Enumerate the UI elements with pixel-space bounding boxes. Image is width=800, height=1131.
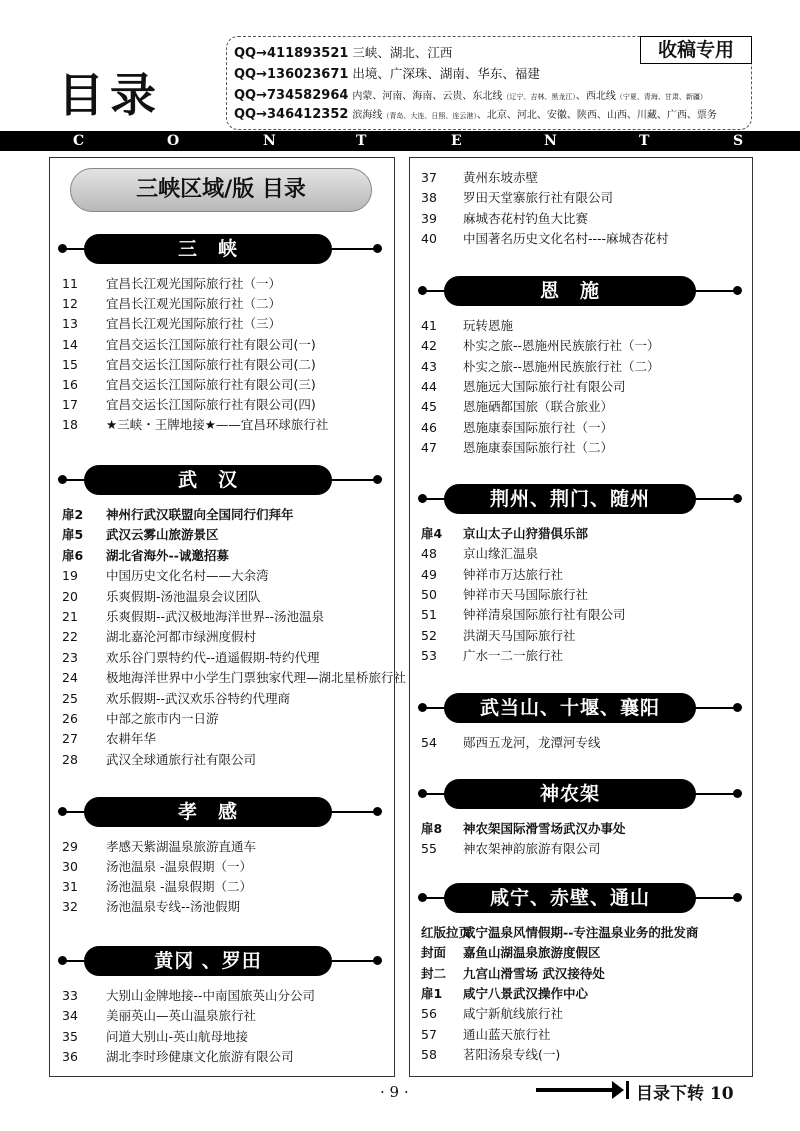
toc-entry-title: 广水一二一旅行社 — [463, 647, 564, 663]
toc-entry-page: 37 — [421, 170, 437, 185]
toc-entry-page: 11 — [62, 276, 78, 291]
qq-regions: 、西北线 — [575, 91, 616, 102]
toc-entry-title: ★三峡・王牌地接★——宜昌环球旅行社 — [106, 417, 329, 433]
section-header-sanxia — [58, 234, 382, 264]
toc-entry-page: 52 — [421, 627, 437, 643]
toc-entry-title: 问道大别山-英山航母地接 — [106, 1028, 249, 1044]
toc-entry-title: 恩施康泰国际旅行社（一） — [463, 419, 614, 435]
toc-entry-title: 麻城杏花村钓鱼大比赛 — [463, 210, 589, 226]
toc-entry-page: 扉2 — [62, 507, 84, 522]
toc-entry-title: 宜昌长江观光国际旅行社（二） — [106, 296, 282, 312]
next-page-link[interactable]: 目录下转 10 — [636, 1084, 734, 1104]
toc-entry-page: 38 — [421, 190, 437, 206]
toc-entry-page: 36 — [62, 1048, 78, 1064]
toc-entry-title: 汤池温泉专线--汤池假期 — [106, 899, 241, 914]
toc-entry-title: 咸宁新航线旅行社 — [463, 1006, 564, 1022]
toc-entry-page: 扉1 — [421, 985, 443, 1001]
section-title: 荆州、荆门、随州 — [444, 484, 696, 514]
qq-note: （青岛、大连、日照、连云港） — [382, 112, 477, 120]
toc-entry-title: 朴实之旅--恩施州民族旅行社（一） — [463, 338, 660, 354]
qq-number[interactable]: QQ→411893521 — [234, 46, 349, 61]
contents-letter: N — [263, 133, 276, 149]
toc-entry-page: 14 — [62, 336, 78, 352]
toc-entry-title: 农耕年华 — [106, 731, 157, 747]
toc-entry-page: 扉4 — [421, 526, 443, 541]
toc-entry-page: 40 — [421, 230, 437, 246]
toc-entry-title: 玩转恩施 — [463, 318, 514, 333]
toc-entry-page: 25 — [62, 690, 78, 706]
section-header-shennongjia — [418, 779, 742, 809]
toc-entry-page: 扉8 — [421, 821, 443, 836]
toc-entry-page: 30 — [62, 859, 78, 874]
section-title: 孝 感 — [84, 797, 332, 827]
toc-entry-title: 欢乐假期--武汉欢乐谷特约代理商 — [106, 690, 291, 706]
toc-entry-page: 扉6 — [62, 547, 84, 563]
section-header-wuhan — [58, 465, 382, 495]
toc-entry-title: 武汉云雾山旅游景区 — [106, 527, 219, 543]
toc-entry-page: 50 — [421, 586, 437, 602]
toc-entry-title: 咸宁温泉风情假期--专注温泉业务的批发商 — [463, 925, 699, 940]
toc-entry-title: 钟祥市天马国际旅行社 — [463, 586, 589, 602]
qq-line — [234, 65, 540, 84]
toc-entry-page: 扉5 — [62, 527, 84, 543]
qq-regions: 滨海线 — [352, 110, 383, 121]
toc-entry-page: 21 — [62, 609, 78, 624]
qq-regions: 三峡、湖北、江西 — [352, 45, 453, 60]
toc-entry-page: 13 — [62, 316, 78, 332]
qq-regions: 、北京、河北、安徽、陕西、山西、川藏、广西、票务 — [476, 110, 717, 121]
toc-entry-page: 41 — [421, 318, 437, 333]
arrow-bar — [626, 1081, 629, 1099]
contents-letter: T — [356, 133, 367, 149]
toc-entry-title: 黄州东坡赤壁 — [463, 170, 539, 185]
toc-entry-title: 极地海洋世界中小学生门票独家代理—湖北星桥旅行社 — [106, 670, 407, 686]
toc-entry-title: 钟祥市万达旅行社 — [463, 566, 564, 582]
section-title: 武 汉 — [84, 465, 332, 495]
section-title: 黄冈 、罗田 — [84, 946, 332, 976]
toc-entry-title: 神农架神韵旅游有限公司 — [463, 841, 601, 857]
toc-entry-title: 京山太子山狩猎俱乐部 — [463, 526, 589, 541]
toc-entry-page: 28 — [62, 751, 78, 767]
toc-entry-page: 47 — [421, 439, 437, 455]
section-title: 恩 施 — [444, 276, 696, 306]
toc-entry-page: 16 — [62, 377, 78, 392]
contents-letter: S — [733, 133, 744, 149]
toc-entry-page: 44 — [421, 378, 437, 394]
toc-entry-page: 封面 — [421, 945, 447, 961]
toc-entry-page: 封二 — [421, 965, 447, 981]
contents-letter: O — [167, 133, 180, 149]
contents-letter: E — [451, 133, 462, 149]
toc-entry-title: 乐爽假期-汤池温泉会议团队 — [106, 588, 261, 604]
toc-entry-title: 湖北嘉沦河都市绿洲度假村 — [106, 629, 257, 645]
toc-entry-title: 恩施远大国际旅行社有限公司 — [463, 378, 626, 394]
toc-entry-page: 27 — [62, 731, 78, 747]
page-number: · 9 · — [380, 1083, 409, 1101]
toc-entry-title: 乐爽假期--武汉极地海洋世界--汤池温泉 — [106, 609, 325, 624]
toc-entry-title: 钟祥清泉国际旅行社有限公司 — [463, 607, 626, 623]
toc-entry-page: 51 — [421, 607, 437, 623]
toc-entry-title: 京山缘汇温泉 — [463, 546, 539, 562]
toc-entry-page: 22 — [62, 629, 78, 645]
toc-entry-title: 宜昌交运长江国际旅行社有限公司(二) — [106, 356, 316, 372]
toc-entry-title: 通山蓝天旅行社 — [463, 1026, 551, 1042]
section-title: 神农架 — [444, 779, 696, 809]
toc-entry-title: 宜昌长江观光国际旅行社（一） — [106, 276, 282, 291]
toc-entry-title: 朴实之旅--恩施州民族旅行社（二） — [463, 358, 660, 374]
toc-entry-page: 29 — [62, 839, 78, 854]
toc-entry-page: 45 — [421, 399, 437, 415]
toc-entry-page: 58 — [421, 1046, 437, 1062]
toc-entry-title: 神农架国际滑雪场武汉办事处 — [463, 821, 626, 836]
toc-entry-page: 35 — [62, 1028, 78, 1044]
toc-entry-title: 恩施康泰国际旅行社（二） — [463, 439, 614, 455]
toc-entry-title: 湖北李时珍健康文化旅游有限公司 — [106, 1048, 294, 1064]
section-header-jingzhou — [418, 484, 742, 514]
toc-entry-title: 欢乐谷门票特约代--逍遥假期-特约代理 — [106, 649, 320, 665]
toc-entry-page: 48 — [421, 546, 437, 562]
toc-entry-page: 20 — [62, 588, 78, 604]
toc-entry-page: 43 — [421, 358, 437, 374]
toc-entry-title: 恩施硒都国旅（联合旅业） — [463, 399, 614, 415]
toc-entry-page: 26 — [62, 711, 78, 726]
qq-line — [234, 44, 452, 63]
qq-regions: 出境、广深珠、湖南、华东、福建 — [352, 66, 540, 81]
toc-entry-page: 54 — [421, 735, 437, 750]
section-header-huanggang — [58, 946, 382, 976]
toc-entry-page: 31 — [62, 879, 78, 894]
section-header-enshi — [418, 276, 742, 306]
section-title: 咸宁、赤壁、通山 — [444, 883, 696, 913]
section-header-xianning — [418, 883, 742, 913]
toc-entry-title: 大别山金牌地接--中南国旅英山分公司 — [106, 988, 316, 1003]
toc-entry-title: 洪湖天马国际旅行社 — [463, 627, 576, 643]
contents-label — [0, 131, 800, 151]
contents-letter: N — [544, 133, 557, 149]
toc-entry-title: 茗阳汤泉专线(一) — [463, 1046, 561, 1062]
toc-entry-title: 中国历史文化名村——大余湾 — [106, 568, 269, 584]
qq-note: （辽宁、吉林、黑龙江） — [502, 93, 576, 101]
contents-letter: C — [73, 133, 85, 149]
toc-entry-title: 咸宁八景武汉操作中心 — [463, 985, 589, 1001]
section-title: 武当山、十堰、襄阳 — [444, 693, 696, 723]
section-header-xiaogan — [58, 797, 382, 827]
qq-line — [234, 105, 717, 125]
toc-entry-title: 武汉全球通旅行社有限公司 — [106, 751, 257, 767]
toc-entry-title: 神州行武汉联盟向全国同行们拜年 — [106, 507, 294, 522]
toc-entry-page: 42 — [421, 338, 437, 354]
toc-entry-title: 湖北省海外--诚邀招募 — [106, 547, 229, 563]
toc-entry-title: 中国著名历史文化名村----麻城杏花村 — [463, 230, 669, 246]
section-header-wudang — [418, 693, 742, 723]
toc-entry-title: 美丽英山—英山温泉旅行社 — [106, 1008, 257, 1024]
qq-note: （宁夏、青海、甘肃、新疆） — [615, 93, 707, 101]
submission-stamp: 收稿专用 — [640, 36, 752, 64]
qq-number[interactable]: QQ→136023671 — [234, 67, 349, 82]
toc-entry-page: 12 — [62, 296, 78, 312]
toc-entry-page: 23 — [62, 649, 78, 665]
toc-entry-title: 宜昌交运长江国际旅行社有限公司(一) — [106, 336, 316, 352]
toc-entry-title: 宜昌交运长江国际旅行社有限公司(四) — [106, 397, 316, 413]
toc-entry-title: 郧西五龙河，龙潭河专线 — [463, 735, 601, 750]
toc-entry-page: 24 — [62, 670, 78, 686]
toc-entry-page: 55 — [421, 841, 437, 857]
toc-entry-page: 17 — [62, 397, 78, 413]
toc-entry-page: 33 — [62, 988, 78, 1003]
toc-entry-page: 34 — [62, 1008, 78, 1024]
toc-entry-title: 九宫山滑雪场 武汉接待处 — [463, 965, 605, 981]
contents-letter: T — [639, 133, 650, 149]
toc-entry-page: 49 — [421, 566, 437, 582]
toc-entry-title: 嘉鱼山湖温泉旅游度假区 — [463, 945, 601, 961]
toc-entry-title: 中部之旅市内一日游 — [106, 711, 219, 726]
toc-entry-page: 32 — [62, 899, 78, 914]
toc-entry-title: 汤池温泉 -温泉假期（一） — [106, 859, 252, 874]
toc-entry-page: 19 — [62, 568, 78, 584]
toc-entry-page: 18 — [62, 417, 78, 433]
qq-number[interactable]: QQ→346412352 — [234, 107, 349, 122]
toc-entry-title: 宜昌长江观光国际旅行社（三） — [106, 316, 282, 332]
toc-entry-page: 46 — [421, 419, 437, 435]
arrow-line — [536, 1088, 614, 1092]
toc-entry-title: 罗田天堂寨旅行社有限公司 — [463, 190, 614, 206]
toc-entry-title: 孝感天紫湖温泉旅游直通车 — [106, 839, 257, 854]
toc-entry-page: 56 — [421, 1006, 437, 1022]
toc-entry-page: 53 — [421, 647, 437, 663]
toc-entry-page: 57 — [421, 1026, 437, 1042]
toc-entry-page: 红版拉页 — [421, 925, 472, 940]
region-banner: 三峡区域/版 目录 — [70, 168, 372, 212]
qq-number[interactable]: QQ→734582964 — [234, 88, 349, 103]
arrow-right-icon — [612, 1081, 624, 1099]
qq-regions: 内蒙、河南、海南、云贵、东北线 — [352, 91, 503, 102]
page-title: 目录 — [58, 68, 162, 122]
toc-entry-page: 15 — [62, 356, 78, 372]
toc-entry-page: 39 — [421, 210, 437, 226]
qq-line — [234, 86, 707, 106]
toc-entry-title: 汤池温泉 -温泉假期（二） — [106, 879, 252, 894]
section-title: 三 峡 — [84, 234, 332, 264]
toc-entry-title: 宜昌交运长江国际旅行社有限公司(三) — [106, 377, 316, 392]
